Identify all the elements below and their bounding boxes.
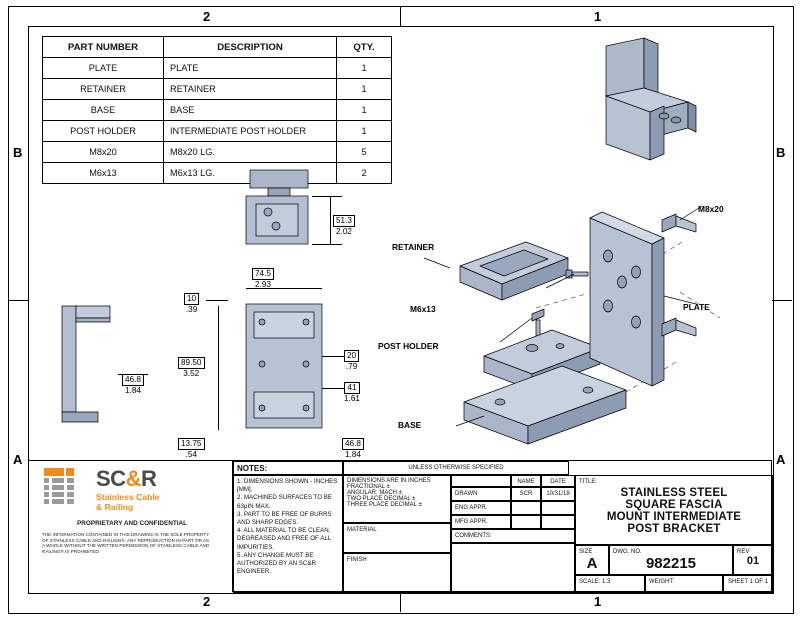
logo-brand-sc: SC [96,466,126,491]
cell-part-number: POST HOLDER [43,121,164,142]
leader-line [322,356,344,357]
tolerance-line-5: THREE PLACE DECIMAL ± [347,502,422,508]
mfg-appr-date-cell [541,515,575,529]
zone-tick-left [8,300,28,301]
dim-line [218,306,219,430]
exploded-isometric-view [440,196,780,456]
tolerance-line-4: TWO PLACE DECIMAL ± [347,496,416,502]
zone-label-bottom-2: 2 [203,594,211,609]
tolerance-block-cell [343,475,451,523]
finish-cell [343,553,451,593]
zone-label-left-a: A [13,452,23,467]
tolerance-line-3: ANGULAR: MACH ± [347,490,402,496]
sheet-cell [723,575,773,593]
col-description: DESCRIPTION [164,37,337,58]
dim-mm: 74.5 [252,268,274,280]
title-label: TITLE: [579,479,598,485]
notes-heading-cell [233,461,343,475]
title-line-2: SQUARE FASCIA [625,499,723,511]
eng-appr-date-cell [541,501,575,515]
approval-blank [451,475,511,487]
size-cell [575,545,609,575]
drawn-label: DRAWN [455,491,478,497]
dim-mm: 13.75 [178,438,205,450]
dimension-13-75 [178,438,205,460]
cell-qty: 5 [337,142,392,163]
title-line-1: STAINLESS STEEL [620,487,728,499]
cell-qty: 1 [337,58,392,79]
callout-m6x13: M6x13 [410,304,436,314]
company-logo-block [40,462,224,590]
col-qty: QTY. [337,37,392,58]
leader-line [322,388,344,389]
callout-retainer: RETAINER [392,242,435,252]
date-header-cell [541,475,575,487]
dim-mm: 20 [344,350,359,362]
cell-part-number: PLATE [43,58,164,79]
divider [28,460,232,461]
table-header-row [43,37,392,58]
top-view-drawing [228,168,338,253]
sheet-label: SHEET 1 OF 1 [728,579,768,585]
notes-body-cell [233,475,343,593]
size-label: SIZE [579,549,593,555]
confidential-heading: PROPRIETARY AND CONFIDENTIAL [76,520,188,527]
zone-label-right-b: B [776,145,786,160]
notes-heading: NOTES: [237,464,268,473]
dim-mm: 41 [344,382,359,394]
dimension-46-8-left [122,374,144,396]
dwg-no-cell [609,545,733,575]
dim-in: 1.84 [345,450,361,459]
zone-tick-bottom [400,592,401,612]
dimension-74-5 [252,268,274,290]
zone-tick-top [400,6,401,26]
eng-appr-label: ENG APPR. [455,505,488,511]
title-line-3: MOUNT INTERMEDIATE [606,511,742,523]
cell-part-number: RETAINER [43,79,164,100]
cell-part-number: M8x20 [43,142,164,163]
dim-mm: 46.8 [122,374,144,386]
callout-base: BASE [398,420,422,430]
title-cell [575,475,773,545]
dim-line [330,196,331,244]
cell-qty: 1 [337,79,392,100]
dimension-89-50 [178,357,205,379]
title-block [232,460,772,592]
table-row [43,100,392,121]
dwg-label: DWG. NO. [613,549,642,555]
drawn-label-cell [451,487,511,501]
unless-specified-cell [343,461,569,475]
comments-body-cell [451,543,575,593]
confidential-legal-text: THE INFORMATION CONTAINED IN THIS DRAWING IS THE SOLE PROPERTY OF STAINLESS CABLE AND RAILING®. ANY REPRODUCTION IN PART OR AS A WHOLE WITHOUT THE WRITTEN PERMISSION OF STAINLESS CABLE AND RAILING® IS PROHIBITED. [42,532,210,554]
drawn-name-cell [511,487,541,501]
logo-brand-amp: & [125,466,141,491]
scale-cell [575,575,645,593]
callout-m8x20: M8x20 [698,204,724,214]
dimension-10 [184,293,199,315]
zone-label-left-b: B [13,145,23,160]
ext-line [312,196,342,197]
ext-line [312,244,342,245]
table-row [43,79,392,100]
dim-mm: 10 [184,293,199,305]
dimension-46-8-bottom [342,438,364,460]
logo-brand-r: R [140,466,157,491]
date-header: DATE [550,479,566,485]
title-line-4: POST BRACKET [627,523,721,535]
dim-in: .39 [185,305,198,314]
dim-in: 1.61 [344,394,360,403]
dim-in: .54 [185,450,197,459]
comments-label-cell [451,529,575,543]
table-row [43,58,392,79]
assembly-isometric-view [592,36,712,176]
cell-description: M6x13 LG. [164,163,337,184]
logo-tagline-1: Stainless Cable [96,492,160,502]
cell-part-number: M6x13 [43,163,164,184]
cell-description: INTERMEDIATE POST HOLDER [164,121,337,142]
dim-in: .79 [345,362,358,371]
mfg-appr-label: MFG APPR. [455,519,488,525]
zone-label-top-1: 1 [594,9,602,24]
rev-cell [733,545,773,575]
dim-mm: 51.3 [333,215,355,227]
leader-line [206,300,228,301]
note-item-2: 2. MACHINED SURFACES TO BE 63µIN MAX. [237,494,333,510]
weight-cell [645,575,723,593]
note-item-4: 4. ALL MATERIAL TO BE CLEAN, DEGREASED AND FREE OF ALL IMPURITIES. [237,527,331,551]
col-part-number: PART NUMBER [43,37,164,58]
table-row [43,163,392,184]
cell-description: M8x20 LG. [164,142,337,163]
dim-mm: 46.8 [342,438,364,450]
table-row [43,121,392,142]
comments-label: COMMENTS: [455,533,492,539]
zone-label-top-2: 2 [203,9,211,24]
cell-part-number: BASE [43,100,164,121]
dimension-51-3 [333,215,355,237]
unless-specified-text: UNLESS OTHERWISE SPECIFIED [408,465,504,471]
eng-appr-name-cell [511,501,541,515]
zone-label-bottom-1: 1 [594,594,602,609]
cell-qty: 1 [337,100,392,121]
dim-in: 2.02 [336,227,352,236]
logo-tagline-2: & Railing [96,502,134,512]
note-item-1: 1. DIMENSIONS SHOWN - INCHES [MM]. [237,478,338,494]
rev-label: REV [737,549,750,555]
scale-label: SCALE: 1:3 [579,579,611,585]
side-view-drawing [54,300,124,430]
tolerance-line-1: DIMENSIONS ARE IN INCHES [347,478,431,484]
dimension-41 [344,382,360,404]
mfg-appr-label-cell [451,515,511,529]
material-label: MATERIAL [347,527,377,533]
cell-description: PLATE [164,58,337,79]
dim-in: 2.93 [255,280,271,289]
dim-in: 1.84 [125,386,141,395]
logo-brand [96,466,160,492]
drawn-name: SCR [519,491,533,497]
cell-description: BASE [164,100,337,121]
front-view-drawing [228,300,338,435]
name-header-cell [511,475,541,487]
drawn-date-cell [541,487,575,501]
weight-label: WEIGHT: [649,579,674,585]
logo-wordmark [96,466,160,512]
sc-and-r-logo-icon [44,468,90,510]
dim-in: 3.52 [183,369,200,378]
cell-qty: 1 [337,121,392,142]
size-value: A [586,555,598,572]
note-item-5: 5. ANY CHANGE MUST BE AUTHORIZED BY AN SC&R ENGINEER. [237,551,316,576]
note-item-3: 3. PART TO BE FREE OF BURRS AND SHARP EDGES. [237,510,332,527]
finish-label: FINISH [347,557,367,563]
callout-plate: PLATE [683,302,710,312]
cell-description: RETAINER [164,79,337,100]
callout-post-holder: POST HOLDER [378,341,439,351]
eng-appr-label-cell [451,501,511,515]
mfg-appr-name-cell [511,515,541,529]
dwg-value: 982215 [645,555,697,572]
cell-qty: 2 [337,163,392,184]
bill-of-materials-table [42,36,392,184]
name-header: NAME [517,479,535,485]
dim-mm: 89.50 [178,357,205,369]
dimension-20 [344,350,359,372]
rev-value: 01 [746,555,760,567]
drawn-date: 10/31/18 [546,491,570,497]
table-row [43,142,392,163]
tolerance-line-2: FRACTIONAL ± [347,484,390,490]
zone-label-right-a: A [776,452,786,467]
material-cell [343,523,451,553]
